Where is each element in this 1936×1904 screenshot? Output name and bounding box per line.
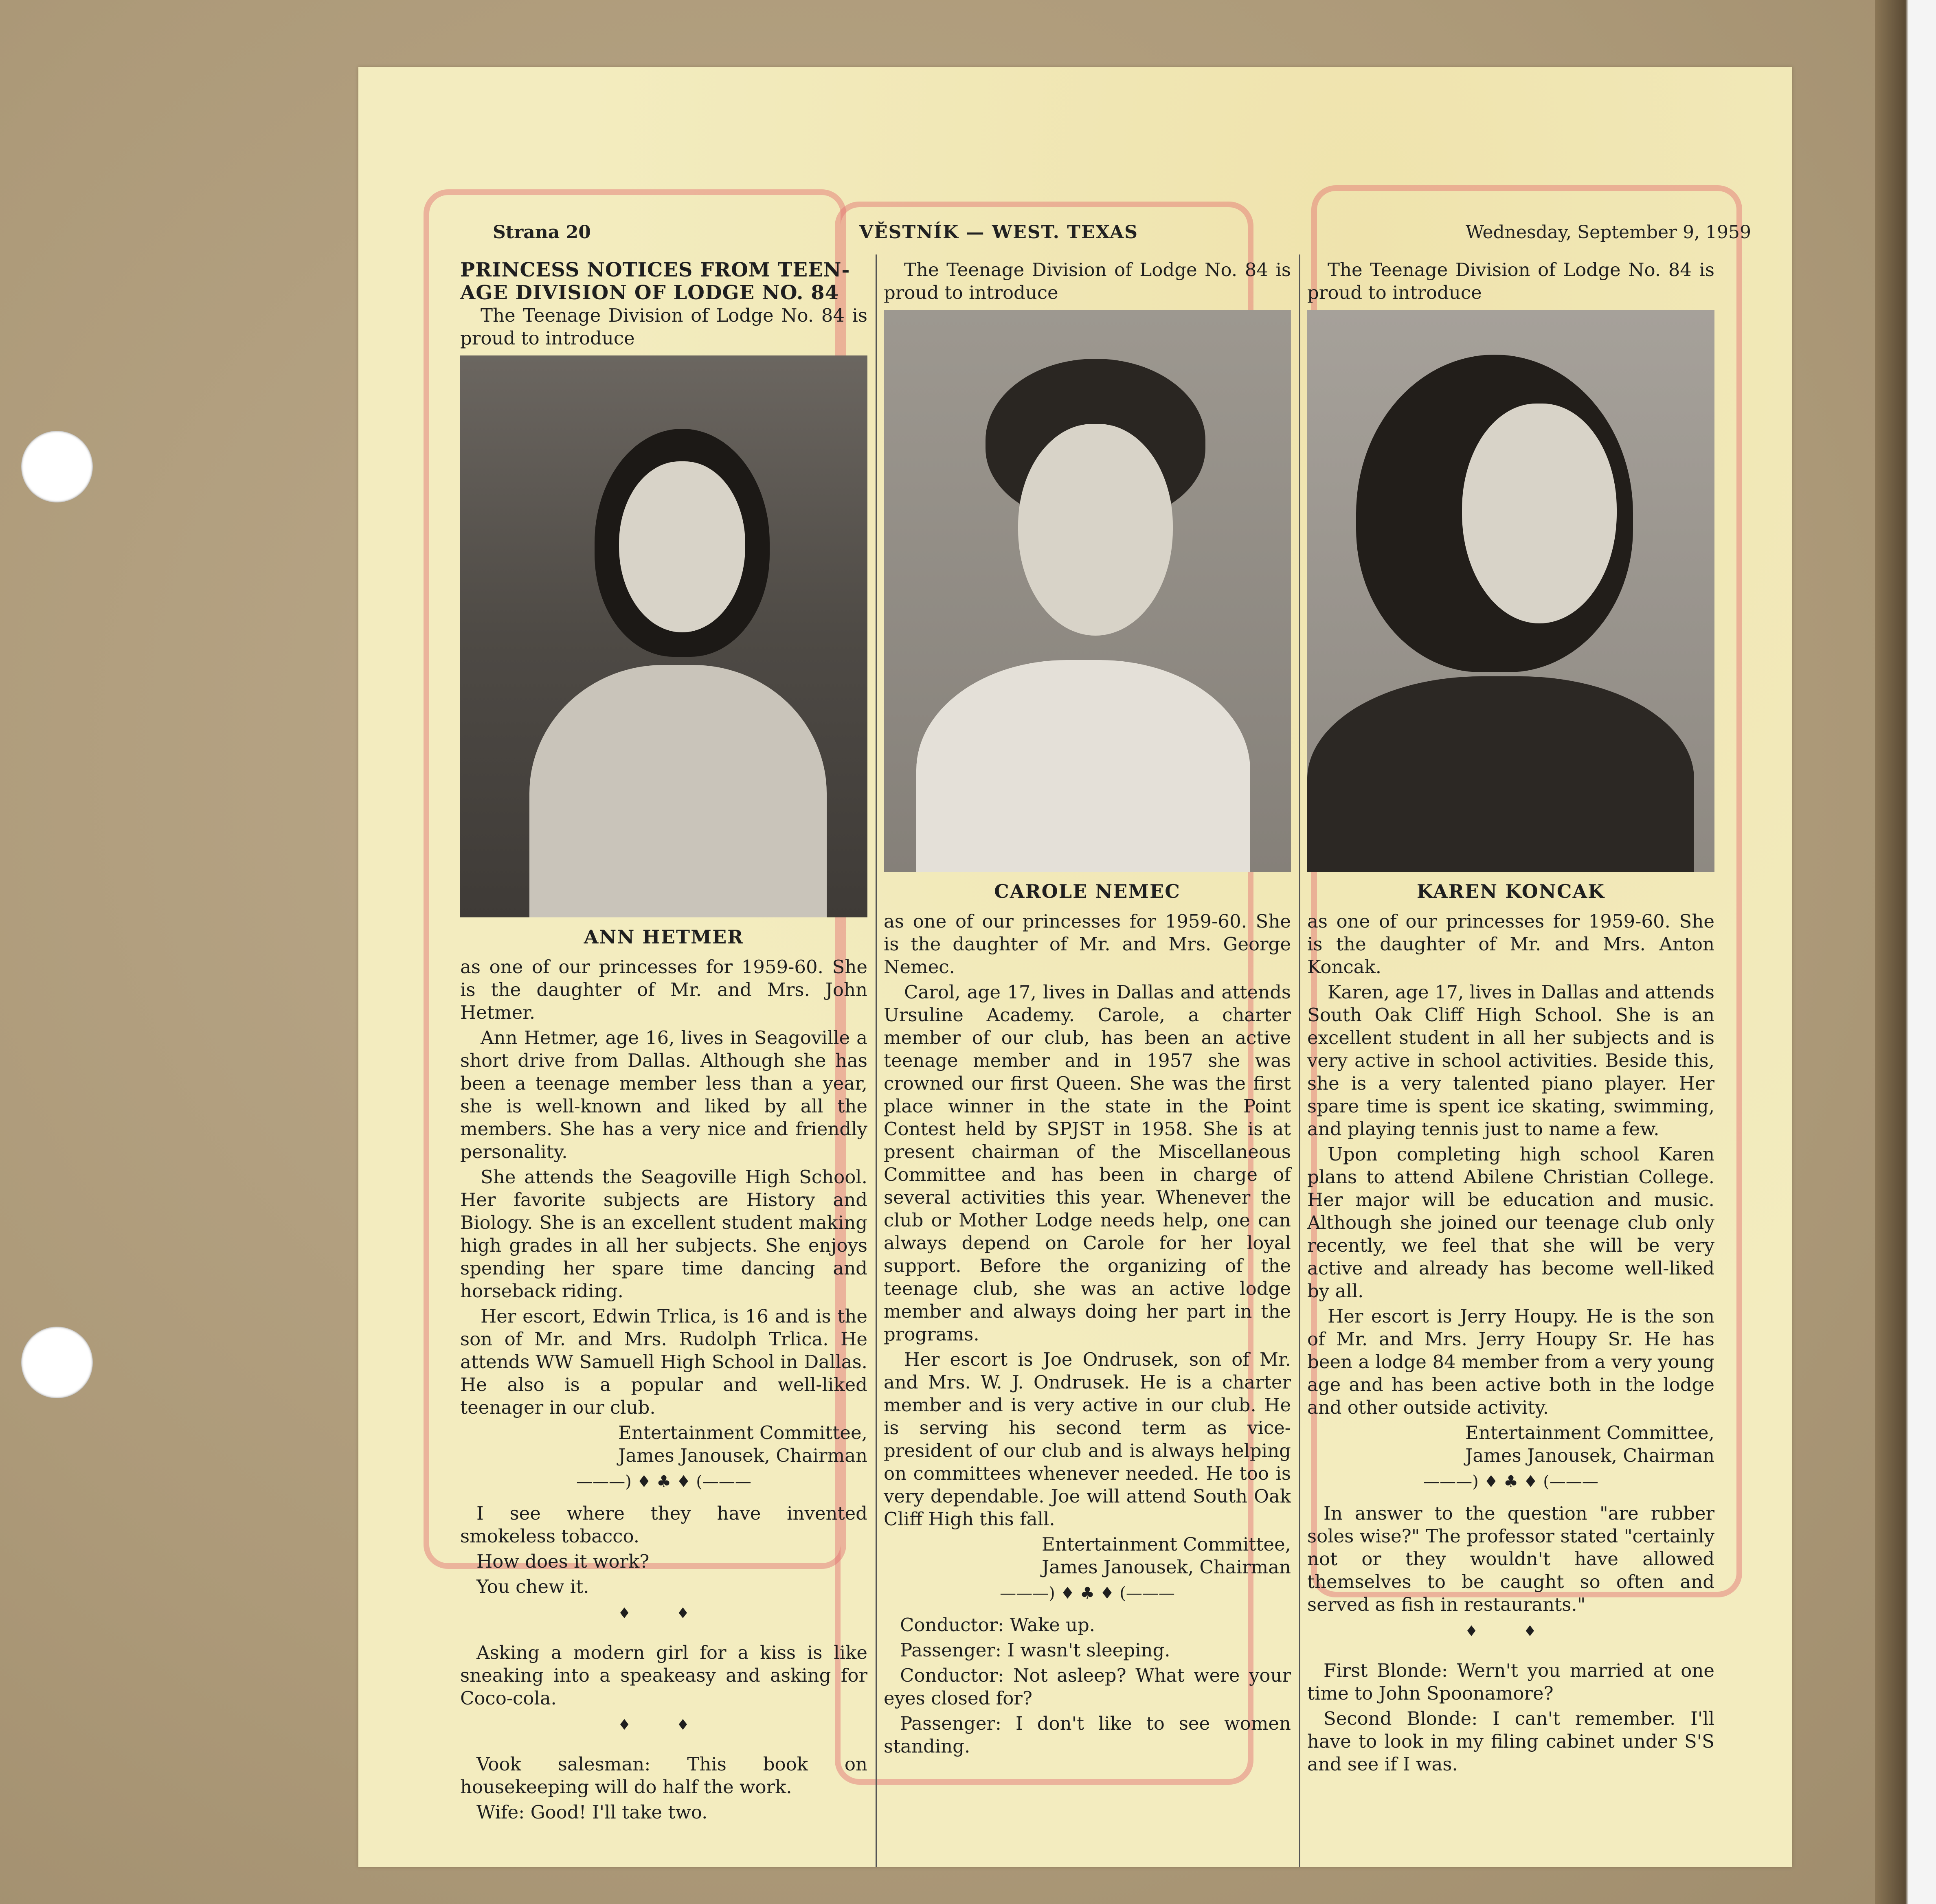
article-paragraph: She attends the Seagoville High School. Her favorite subjects are History and Biology. She is an excellent student making high grades in all her subjects. She enjoys spending her spare time dancing and horseback riding. <box>460 1166 867 1302</box>
joke-line: Conductor: Not asleep? What were your eyes closed for? <box>884 1665 1291 1709</box>
signature-committee: Entertainment Committee, <box>1041 1533 1291 1555</box>
column-karen-koncak <box>1307 259 1714 1778</box>
joke-line: Vook salesman: This book on housekeeping will do half the work. <box>460 1753 867 1798</box>
intro-text: The Teenage Division of Lodge No. 84 is proud to introduce <box>1307 259 1714 303</box>
portrait-photo <box>460 355 867 917</box>
signature-block <box>460 1421 867 1467</box>
article-paragraph: Her escort is Jerry Houpy. He is the son of Mr. and Mrs. Jerry Houpy Sr. He has been a lodge 84 member from a very young age and has been active both in the lodge and other outside activity. <box>1307 1305 1714 1418</box>
portrait-caption: KAREN KONCAK <box>1416 880 1605 902</box>
diamond-separator: ♦ ♦ <box>618 1605 710 1622</box>
column-carole-nemec <box>884 259 1291 1760</box>
column-rule-2 <box>1299 254 1300 1867</box>
article-paragraph: Karen, age 17, lives in Dallas and attends South Oak Cliff High School. She is an excellent student in all her subjects and is very active in school activities. Beside this, she is a very talented piano player. Her spare time is spent ice skating, swimming, and playing tennis just to name a few. <box>1307 981 1714 1140</box>
joke-line: I see where they have invented smokeless tobacco. <box>460 1503 867 1547</box>
article-paragraph: Carol, age 17, lives in Dallas and attends Ursuline Academy. Carole, a charter member of our club, has been an active teenage member and in 1957 she was crowned our first Queen. She was the first place winner in the state in the Point Contest held by SPJST in 1958. She is at present chairman of the Miscellaneous Committee and has been in charge of several activities this year. Whenever the club or Mother Lodge needs help, one can always depend on Carole for her loyal support. Before the organizing of the teenage club, she was an active lodge member and always doing her part in the programs. <box>884 981 1291 1345</box>
article-paragraph: Her escort, Edwin Trlica, is 16 and is the son of Mr. and Mrs. Rudolph Trlica. He attends WW Samuell High School in Dallas. He also is a popular and well-liked teenager in our club. <box>460 1305 867 1418</box>
article-paragraph: as one of our princesses for 1959-60. She is the daughter of Mr. and Mrs. Anton Koncak. <box>1307 910 1714 978</box>
portrait-caption: ANN HETMER <box>584 926 744 948</box>
page-edge <box>1875 0 1936 1904</box>
issue-date: Wednesday, September 9, 1959 <box>1465 222 1751 243</box>
article-paragraph: as one of our princesses for 1959-60. She is the daughter of Mr. and Mrs. John Hetmer. <box>460 956 867 1023</box>
joke-line: In answer to the question "are rubber soles wise?" The professor stated "certainly not or they wouldn't have allowed themselves to be caught so often and served as fish in restaurants." <box>1307 1503 1714 1615</box>
signature-committee: Entertainment Committee, <box>1465 1422 1714 1443</box>
intro-text: The Teenage Division of Lodge No. 84 is proud to introduce <box>884 259 1291 303</box>
headline-line-2: AGE DIVISION OF LODGE NO. 84 <box>460 281 839 304</box>
joke-line: First Blonde: Wern't you married at one time to John Spoonamore? <box>1307 1660 1714 1704</box>
joke-line: Passenger: I wasn't sleeping. <box>900 1639 1170 1661</box>
newspaper-clipping <box>358 67 1792 1867</box>
article-paragraph: Upon completing high school Karen plans to attend Abilene Christian College. Her major will be education and music. Although she joined our teenage club only recently, we feel that she will be very active and already has become well-liked by all. <box>1307 1143 1714 1302</box>
portrait-photo <box>884 310 1291 872</box>
article-paragraph: as one of our princesses for 1959-60. She is the daughter of Mr. and Mrs. George Nemec. <box>884 910 1291 978</box>
column-rule-1 <box>876 254 877 1867</box>
signature-chairman: James Janousek, Chairman <box>1042 1556 1291 1578</box>
signature-chairman: James Janousek, Chairman <box>1465 1445 1714 1466</box>
portrait-caption: CAROLE NEMEC <box>994 880 1181 902</box>
joke-line: Asking a modern girl for a kiss is like sneaking into a speakeasy and asking for Coco-cola. <box>460 1642 867 1709</box>
diamond-separator: ♦ ♦ <box>618 1717 710 1733</box>
binder-hole-bottom <box>21 1327 93 1398</box>
article-paragraph: Her escort is Joe Ondrusek, son of Mr. and Mrs. W. J. Ondrusek. He is a charter member and is very active in our club. He is serving his second term as vice-president of our club and is always helping on committees whenever needed. He too is very dependable. Joe will attend South Oak Cliff High this fall. <box>884 1349 1291 1530</box>
signature-block <box>884 1533 1291 1579</box>
portrait-photo <box>1307 310 1714 872</box>
ornament-divider: ———) ♦ ♣ ♦ (——— <box>1423 1472 1598 1491</box>
joke-line: Second Blonde: I can't remember. I'll have to look in my filing cabinet under S'S and see if I was. <box>1307 1708 1714 1775</box>
signature-committee: Entertainment Committee, <box>618 1422 867 1443</box>
binder-hole-top <box>21 431 93 502</box>
headline-line-1: PRINCESS NOTICES FROM TEEN- <box>460 259 850 281</box>
joke-line: How does it work? <box>476 1551 650 1572</box>
page-number: Strana 20 <box>493 222 591 243</box>
joke-line: Wife: Good! I'll take two. <box>476 1801 708 1823</box>
joke-line: Passenger: I don't like to see women standing. <box>884 1713 1291 1757</box>
masthead: VĚSTNÍK — WEST. TEXAS <box>859 222 1139 243</box>
joke-line: You chew it. <box>476 1576 589 1597</box>
ornament-divider: ———) ♦ ♣ ♦ (——— <box>1000 1584 1175 1603</box>
ornament-divider: ———) ♦ ♣ ♦ (——— <box>576 1472 751 1491</box>
joke-line: Conductor: Wake up. <box>900 1614 1095 1636</box>
diamond-separator: ♦ ♦ <box>1465 1623 1557 1640</box>
article-paragraph: Ann Hetmer, age 16, lives in Seagoville a short drive from Dallas. Although she has been a teenage member less than a year, she is well-known and liked by all the members. She has a very nice and friendly personality. <box>460 1027 867 1163</box>
intro-text: The Teenage Division of Lodge No. 84 is proud to introduce <box>460 305 867 349</box>
signature-chairman: James Janousek, Chairman <box>618 1445 867 1466</box>
signature-block <box>1307 1421 1714 1467</box>
column-ann-hetmer <box>460 259 867 1826</box>
